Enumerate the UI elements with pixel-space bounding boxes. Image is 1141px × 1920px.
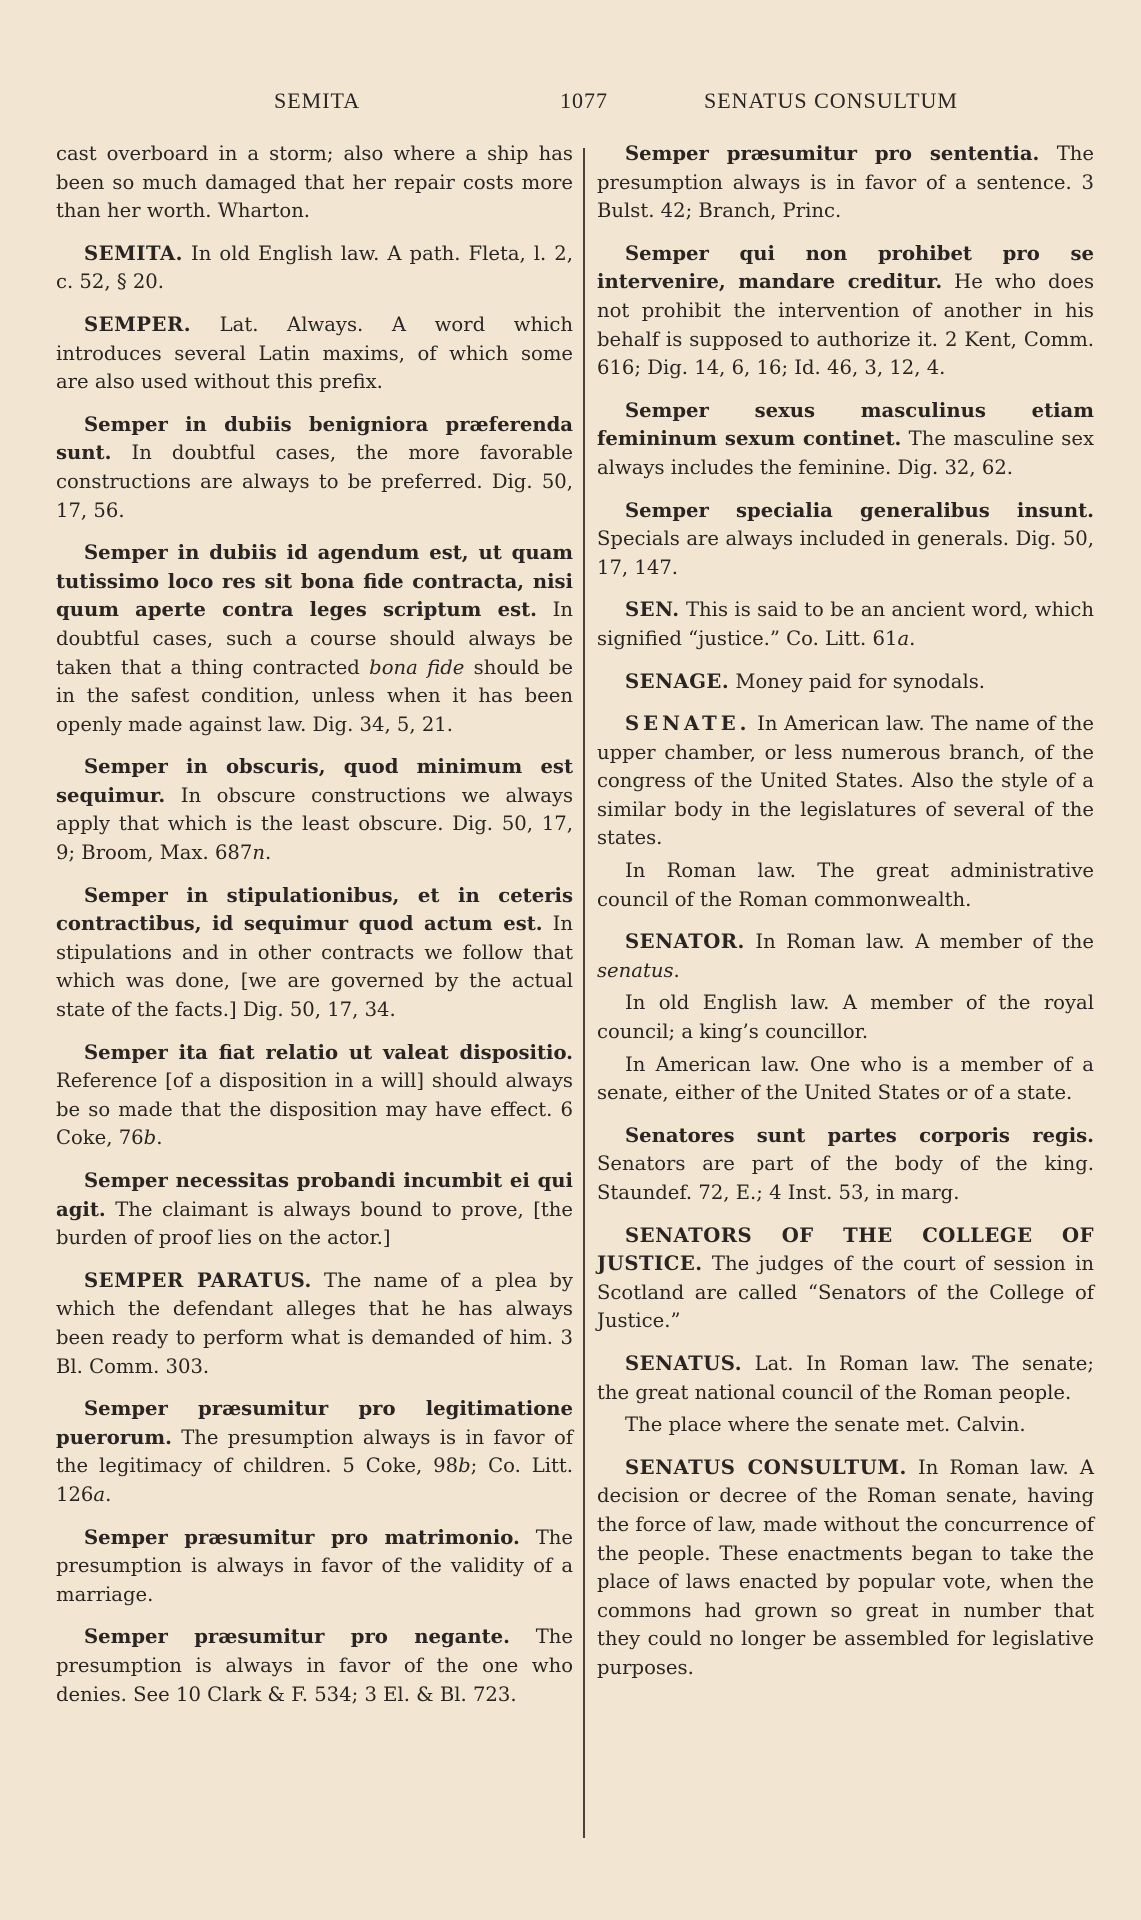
maxim-translation: He who does not prohibit the intervention of another in his behalf is supposed to authorize it. 2 Kent, Comm. 616; Dig. 14, 6, 16; Id. 46, 3, 12, 4. — [597, 270, 1095, 380]
maxim-entry: Semper præsumitur pro legitimatione puerorum. The presumption always is in favor of the legitimacy of children. 5 Coke, 98b; Co. Litt. 126a. — [56, 1397, 574, 1506]
maxim-latin: Semper necessitas probandi incumbit ei qui agit. — [56, 1169, 573, 1221]
maxim-latin: Semper qui non prohibet pro se intervenire, mandare creditur. — [597, 241, 1094, 294]
entry-senators-college — [597, 1222, 1094, 1336]
maxim-latin: Semper in obscuris, quod minimum est sequimur. — [56, 755, 573, 807]
headword: SENATE. — [625, 712, 751, 736]
maxim-entry: Semper in obscuris, quod minimum est sequimur. In obscure constructions we always apply that which is the least obscure. Dig. 50, 17, 9; Broom, Max. 687n. — [56, 755, 573, 865]
entry-semper — [56, 311, 573, 397]
headword: SENATOR. — [625, 930, 745, 954]
maxim-translation: The masculine sex always includes the feminine. Dig. 32, 62. — [597, 427, 1095, 479]
headword: SEMPER. — [84, 312, 192, 336]
maxim-entry — [597, 1122, 1094, 1208]
headword: SENAGE. — [625, 669, 730, 693]
italic-term: b — [143, 1126, 157, 1150]
maxim-translation: In stipulations and in other contracts we follow that which was done, [we are governed by the actual state of the facts.] Dig. 50, 17, 34. — [56, 912, 573, 1022]
definition: Lat. In Roman law. The senate; the great national council of the Roman people. — [597, 1351, 1094, 1404]
maxim-entry — [56, 1623, 573, 1709]
definition: In Roman law. A member of the — [744, 930, 1094, 954]
entry-senator: SENATOR. In Roman law. A member of the senatus. — [597, 930, 1094, 982]
definition: Lat. Always. A word which introduces several Latin maxims, of which some are also used without this prefix. — [56, 312, 573, 394]
definition: In old English law. A path. Fleta, l. 2, c. 52, § 20. — [56, 241, 573, 294]
maxim-latin: Semper specialia generalibus insunt. — [625, 498, 1094, 522]
maxim-entry — [56, 882, 573, 1025]
italic-term: senatus — [597, 958, 674, 982]
headword: SENATORS OF THE COLLEGE OF JUSTICE. — [597, 1223, 1094, 1276]
maxim-latin: Semper ita fiat relatio ut valeat dispositio. — [84, 1040, 573, 1064]
maxim-translation: The claimant is always bound to prove, [the burden of proof lies on the actor.] — [56, 1197, 573, 1250]
maxim-latin: Semper præsumitur pro matrimonio. — [84, 1525, 520, 1549]
entry-semper-paratus — [56, 1267, 573, 1381]
entry-semita — [56, 240, 573, 297]
maxim-entry — [597, 240, 1094, 383]
headword: SEMITA. — [84, 241, 183, 265]
maxim-entry — [597, 140, 1094, 226]
italic-term: a — [93, 1482, 106, 1506]
definition: In American law. One who is a member of a senate, either of the United States or of a state. — [597, 1052, 1094, 1105]
entry-senage — [597, 668, 1094, 697]
header-first-entry: SEMITA — [274, 88, 361, 113]
header-last-entry: SENATUS CONSULTUM — [704, 88, 958, 113]
running-header — [0, 88, 1141, 122]
maxim-translation: Reference [of a disposition in a will] should always be so made that the disposition may have effect. 6 Coke, 76 — [56, 1069, 573, 1150]
entry-senatus — [597, 1350, 1094, 1407]
maxim-latin: Semper præsumitur pro negante. — [84, 1625, 510, 1649]
maxim-latin: Semper in dubiis benigniora præferenda sunt. — [56, 412, 573, 465]
entry-senator-sense — [597, 989, 1094, 1046]
definition: The place where the senate met. Calvin. — [625, 1413, 1026, 1437]
maxim-entry — [56, 1167, 573, 1253]
definition: The judges of the court of session in Scotland are called “Senators of the College of Justice.” — [597, 1252, 1094, 1333]
page-number: 1077 — [560, 88, 608, 113]
definition: In Roman law. The great administrative council of the Roman commonwealth. — [597, 859, 1094, 911]
italic-term: b — [458, 1454, 471, 1478]
left-column — [56, 140, 573, 1723]
maxim-latin: Semper in dubiis id agendum est, ut quam tutissimo loco res sit bona fide contracta, nisi quum aperte contra leges scriptum est. — [56, 541, 573, 622]
entry-continuation: cast overboard in a storm; also where a ship has been so much damaged that her repair costs more than her worth. Wharton. — [56, 142, 573, 223]
definition: This is said to be an ancient word, which signified “justice.” Co. Litt. 61 — [597, 598, 1094, 650]
maxim-entry — [597, 397, 1094, 483]
maxim-translation: Specials are always included in generals. Dig. 50, 17, 147. — [597, 527, 1094, 579]
headword: SEMPER PARATUS. — [84, 1268, 312, 1292]
maxim-translation: In doubtful cases, the more favorable constructions are always to be preferred. Dig. 50, 17, 56. — [56, 441, 573, 522]
italic-term: bona fide — [369, 655, 465, 679]
entry-senatus-consultum — [597, 1454, 1094, 1683]
definition: Money paid for synodals. — [729, 669, 986, 693]
maxim-entry — [597, 497, 1094, 583]
definition: In old English law. A member of the royal council; a king’s councillor. — [597, 991, 1094, 1044]
headword: SENATUS. — [625, 1351, 743, 1375]
entry-senate-sense — [597, 857, 1094, 914]
definition: In American law. The name of the upper chamber, or less numerous branch, of the congress of the United States. Also the style of a similar body in the legislatures of several of the states. — [597, 712, 1094, 850]
maxim-latin: Semper in stipulationibus, et in ceteris contractibus, id sequimur quod actum est. — [56, 883, 573, 936]
definition: In Roman law. A decision or decree of the Roman senate, having the force of law, made without the concurrence of the people. These enactments began to take the place of laws enacted by popular vote, when the commons had grown so great in number that they could no longer be assembled for legislative purposes. — [597, 1455, 1094, 1679]
headword: SEN. — [625, 598, 680, 622]
entry-senate — [597, 710, 1094, 853]
entry-senatus-sense — [597, 1411, 1094, 1440]
maxim-latin: Senatores sunt partes corporis regis. — [625, 1123, 1094, 1147]
maxim-translation: In obscure constructions we always apply that which is the least obscure. Dig. 50, 17, 9; Broom, Max. 687 — [56, 783, 573, 865]
maxim-translation: In doubtful cases, such a course should always be taken that a thing contracted — [56, 598, 573, 679]
entry-senator-sense — [597, 1051, 1094, 1108]
maxim-entry — [56, 1524, 573, 1610]
maxim-translation: The presumption always is in favor of the legitimacy of children. 5 Coke, 98 — [56, 1425, 573, 1478]
maxim-translation: The presumption is always in favor of the one who denies. See 10 Clark & F. 534; 3 El. & Bl. 723. — [56, 1625, 573, 1706]
entry-sen: SEN. This is said to be an ancient word, which signified “justice.” Co. Litt. 61a. — [597, 598, 1094, 650]
maxim-citation: should be in the safest condition, unless when it has been openly made against law. Dig. 34, 5, 21. — [56, 655, 574, 736]
maxim-entry: Semper ita fiat relatio ut valeat dispositio. Reference [of a disposition in a will] should always be so made that the disposition may have effect. 6 Coke, 76b. — [56, 1040, 573, 1150]
italic-term: a — [897, 626, 910, 650]
maxim-translation: The presumption always is in favor of a sentence. 3 Bulst. 42; Branch, Princ. — [597, 142, 1094, 223]
italic-term: n — [252, 841, 265, 865]
maxim-translation: Senators are part of the body of the king. Staundef. 72, E.; 4 Inst. 53, in marg. — [597, 1152, 1094, 1204]
maxim-translation: The presumption is always in favor of the validity of a marriage. — [56, 1525, 573, 1606]
maxim-latin: Semper præsumitur pro legitimatione puerorum. — [56, 1397, 573, 1449]
maxim-entry — [56, 539, 573, 739]
right-column — [597, 140, 1094, 1697]
headword: SENATUS CONSULTUM. — [625, 1455, 907, 1479]
column-divider — [583, 148, 585, 1838]
maxim-latin: Semper sexus masculinus etiam femininum sexum continet. — [597, 398, 1094, 451]
maxim-entry — [56, 411, 573, 525]
definition: The name of a plea by which the defendant alleges that he has always been ready to perform what is demanded of him. 3 Bl. Comm. 303. — [56, 1268, 573, 1378]
maxim-latin: Semper præsumitur pro sententia. — [625, 142, 1040, 165]
